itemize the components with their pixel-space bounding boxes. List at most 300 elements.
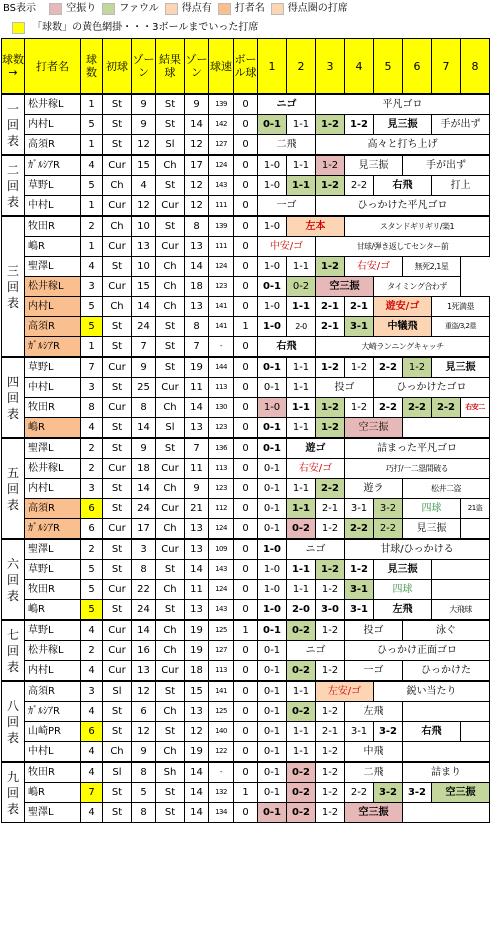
pitch-cell: 2-2 [432, 398, 461, 418]
ball-count: 0 [234, 661, 258, 682]
pitch-count: 5 [81, 317, 103, 337]
pitch-cell: ひっかけた [403, 661, 490, 682]
result-pitch: Ch [156, 257, 185, 277]
first-pitch: Cur [103, 661, 132, 682]
result-zone: 14 [185, 783, 209, 803]
table-row [2, 580, 490, 600]
first-zone: 22 [132, 580, 156, 600]
result-pitch: St [156, 176, 185, 196]
batter-name: 松井稼L [25, 459, 81, 479]
ball-count: 0 [234, 155, 258, 176]
first-pitch: St [103, 479, 132, 499]
pitch-speed: 127 [209, 135, 234, 156]
pitch-count: 3 [81, 378, 103, 398]
first-zone: 24 [132, 600, 156, 621]
pitch-cell: 0-1 [258, 418, 287, 439]
ball-count: 0 [234, 357, 258, 378]
pitch-count: 6 [81, 499, 103, 519]
pitch-cell: 1-2 [316, 803, 345, 823]
table-row [2, 803, 490, 823]
batter-name: 聖澤L [25, 539, 81, 560]
ball-count: 0 [234, 277, 258, 297]
result-pitch: Cur [156, 661, 185, 682]
pitch-cell: 一ゴ [345, 661, 403, 682]
pitch-cell: 1-0 [258, 155, 287, 176]
table-row [2, 722, 490, 742]
inning-label: 六回表 [2, 539, 25, 620]
first-pitch: St [103, 783, 132, 803]
batter-name: 牧田R [25, 216, 81, 237]
pitch-count: 4 [81, 702, 103, 722]
table-row [2, 479, 490, 499]
first-zone: 8 [132, 762, 156, 783]
pitch-cell: スタンドギリギリ/楽1 [345, 216, 490, 237]
pitch-cell: 2-1 [316, 499, 345, 519]
first-zone: 8 [132, 560, 156, 580]
result-pitch: St [156, 722, 185, 742]
pitch-cell: 3-2 [374, 499, 403, 519]
pitch-cell: 重盗/3,2塁 [432, 317, 490, 337]
result-zone: 17 [185, 155, 209, 176]
pitch-cell: ひっかけ正面ゴロ [345, 641, 490, 661]
result-zone: 11 [185, 378, 209, 398]
result-pitch: Ch [156, 620, 185, 641]
first-zone: 17 [132, 519, 156, 540]
ball-count: 1 [234, 620, 258, 641]
pitch-cell: 1-2 [403, 357, 432, 378]
pitch-cell: 左本 [287, 216, 345, 237]
pitch-cell: ニゴ [287, 641, 345, 661]
legend-swatch [49, 3, 62, 15]
batter-name: 高須R [25, 499, 81, 519]
result-pitch: St [156, 560, 185, 580]
ball-count: 0 [234, 499, 258, 519]
pitch-count: 1 [81, 337, 103, 358]
pitch-cell: ニゴ [287, 539, 345, 560]
pitch-speed: 134 [209, 803, 234, 823]
pitch-count: 7 [81, 357, 103, 378]
pitch-speed: 125 [209, 620, 234, 641]
result-zone: 7 [185, 337, 209, 358]
pitch-cell: 泳ぐ [403, 620, 490, 641]
batter-name: 牧田R [25, 398, 81, 418]
pitch-cell: 大崎ランニングキャッチ [316, 337, 490, 358]
pitch-cell: 1-2 [316, 560, 345, 580]
first-pitch: Ch [103, 742, 132, 763]
pitch-cell: 1-2 [316, 580, 345, 600]
pitch-cell: 1-2 [316, 257, 345, 277]
pitch-cell: 2-2 [345, 783, 374, 803]
pitch-cell: 左飛 [374, 600, 432, 621]
ball-count: 0 [234, 803, 258, 823]
pitch-count: 3 [81, 277, 103, 297]
pitch-speed: 125 [209, 702, 234, 722]
result-zone: 12 [185, 196, 209, 217]
result-zone: 9 [185, 479, 209, 499]
pitch-speed: 123 [209, 479, 234, 499]
first-zone: 24 [132, 499, 156, 519]
pitch-count: 8 [81, 398, 103, 418]
ball-count: 0 [234, 762, 258, 783]
first-zone: 15 [132, 155, 156, 176]
pitch-count: 2 [81, 216, 103, 237]
pitch-cell: 左飛 [345, 702, 403, 722]
first-pitch: St [103, 539, 132, 560]
table-row [2, 539, 490, 560]
first-pitch: St [103, 803, 132, 823]
inning-label: 八回表 [2, 681, 25, 762]
pitch-cell: 1-0 [258, 297, 287, 317]
legend-swatch [218, 3, 231, 15]
result-pitch: St [156, 337, 185, 358]
pitch-cell: 1-0 [258, 317, 287, 337]
first-pitch: Ch [103, 297, 132, 317]
pitch-cell: 1-2 [345, 398, 374, 418]
pitch-count: 3 [81, 479, 103, 499]
pitch-cell: 1-0 [258, 560, 287, 580]
yellow-swatch [12, 22, 25, 34]
first-pitch: Cur [103, 237, 132, 257]
pitch-speed: 111 [209, 237, 234, 257]
pitch-cell: 3-0 [316, 600, 345, 621]
pitch-count: 4 [81, 257, 103, 277]
table-row [2, 620, 490, 641]
first-pitch: St [103, 317, 132, 337]
pitch-cell: 1-1 [287, 499, 316, 519]
pitch-cell: 1-1 [287, 742, 316, 763]
pitch-count: 2 [81, 459, 103, 479]
pitch-speed: 141 [209, 317, 234, 337]
table-row [2, 560, 490, 580]
legend-label: 得点圏の打席 [287, 3, 348, 14]
pitch-cell: 1-2 [316, 762, 345, 783]
first-zone: 9 [132, 438, 156, 459]
pitch-cell: 大飛球 [432, 600, 490, 621]
pitch-cell: 投ゴ [316, 378, 374, 398]
batter-name: 松井稼L [25, 641, 81, 661]
pitch-cell: 松井二盗 [403, 479, 490, 499]
table-row [2, 135, 490, 156]
batter-name: ｶﾞﾙｼｱR [25, 702, 81, 722]
batter-name: 中村L [25, 742, 81, 763]
pitch-cell: 空三振 [316, 277, 374, 297]
pitch-cell: 1-2 [316, 155, 345, 176]
pitch-count: 4 [81, 155, 103, 176]
pitch-cell: 1-1 [287, 681, 316, 702]
table-row [2, 277, 490, 297]
result-zone: 8 [185, 216, 209, 237]
batter-name: 松井稼L [25, 94, 81, 115]
first-pitch: St [103, 135, 132, 156]
pitch-cell: 1-0 [258, 216, 287, 237]
result-zone: 19 [185, 641, 209, 661]
batter-name: 聖澤L [25, 803, 81, 823]
batter-name: 草野L [25, 176, 81, 196]
batter-name: 牧田R [25, 580, 81, 600]
header-cell: ゾーン [185, 39, 209, 95]
pitch-cell [461, 722, 490, 742]
batter-name: 草野L [25, 560, 81, 580]
pitch-cell: タイミング合わず [374, 277, 461, 297]
first-pitch: St [103, 702, 132, 722]
table-row [2, 257, 490, 277]
first-pitch: Sl [103, 681, 132, 702]
pitch-cell: ひっかけた平凡ゴロ [316, 196, 490, 217]
pitch-speed: - [209, 337, 234, 358]
first-pitch: Cur [103, 641, 132, 661]
header-cell: 初球 [103, 39, 132, 95]
pitch-cell: 0-1 [258, 641, 287, 661]
pitch-count: 4 [81, 742, 103, 763]
first-pitch: St [103, 378, 132, 398]
header-cell: 球数 [81, 39, 103, 95]
batter-name: 嶋R [25, 418, 81, 439]
legend-row-yellow [0, 21, 260, 35]
legend-swatch [102, 3, 115, 15]
batter-name: 内村L [25, 115, 81, 135]
legend [0, 0, 491, 38]
first-zone: 9 [132, 94, 156, 115]
first-pitch: St [103, 600, 132, 621]
pitch-cell: 3-1 [345, 722, 374, 742]
first-zone: 9 [132, 115, 156, 135]
pitch-cell: 2-2 [316, 479, 345, 499]
pitch-cell: 1-2 [316, 620, 345, 641]
ball-count: 0 [234, 94, 258, 115]
ball-count: 0 [234, 418, 258, 439]
pitch-cell [432, 580, 490, 600]
first-pitch: St [103, 722, 132, 742]
header-cell: ボール球 [234, 39, 258, 95]
pitch-cell: 1-2 [316, 176, 345, 196]
pitch-speed: 124 [209, 257, 234, 277]
pitch-speed: 142 [209, 115, 234, 135]
ball-count: 0 [234, 479, 258, 499]
first-pitch: St [103, 560, 132, 580]
pitch-cell: 平凡ゴロ [316, 94, 490, 115]
pitch-cell: 高々と打ち上げ [316, 135, 490, 156]
first-zone: 14 [132, 418, 156, 439]
pitch-cell: 中飛 [345, 742, 403, 763]
pitch-cell: 3-1 [345, 580, 374, 600]
result-zone: 12 [185, 176, 209, 196]
batter-name: 山崎PR [25, 722, 81, 742]
result-zone: 14 [185, 115, 209, 135]
pitch-cell: 一ゴ [258, 196, 316, 217]
batter-name: 聖澤L [25, 438, 81, 459]
ball-count: 0 [234, 681, 258, 702]
result-pitch: Ch [156, 519, 185, 540]
result-pitch: St [156, 681, 185, 702]
pitch-cell: 右飛 [403, 722, 461, 742]
table-row [2, 600, 490, 621]
legend-label: 打者名 [234, 3, 265, 14]
pitch-cell: 中犠飛 [374, 317, 432, 337]
first-pitch: Cur [103, 519, 132, 540]
first-zone: 3 [132, 539, 156, 560]
result-pitch: Ch [156, 398, 185, 418]
result-zone: 18 [185, 277, 209, 297]
pitch-count: 6 [81, 722, 103, 742]
header-cell: ゾーン [132, 39, 156, 95]
pitch-speed: 140 [209, 722, 234, 742]
pitch-cell: 0-1 [258, 661, 287, 682]
pitch-cell: 0-1 [258, 620, 287, 641]
result-zone: 18 [185, 661, 209, 682]
pitch-cell: 0-1 [258, 803, 287, 823]
pitch-cell: 1-2 [316, 418, 345, 439]
pitch-cell: 1-1 [287, 297, 316, 317]
ball-count: 0 [234, 115, 258, 135]
pitch-count: 7 [81, 783, 103, 803]
pitch-cell: 1-1 [287, 418, 316, 439]
result-pitch: St [156, 216, 185, 237]
pitch-speed: 141 [209, 297, 234, 317]
result-pitch: Cur [156, 378, 185, 398]
pitch-cell: 2-2 [374, 357, 403, 378]
batter-name: 嶋R [25, 783, 81, 803]
pitch-count: 4 [81, 803, 103, 823]
pitch-cell: 1-0 [258, 398, 287, 418]
first-zone: 10 [132, 257, 156, 277]
pitch-speed: 139 [209, 94, 234, 115]
header-cell: 2 [287, 39, 316, 95]
legend-label: 得点有 [181, 3, 212, 14]
first-zone: 14 [132, 479, 156, 499]
pitch-cell: 1死満塁 [432, 297, 490, 317]
inning-label: 四回表 [2, 357, 25, 438]
first-zone: 12 [132, 722, 156, 742]
result-pitch: Sh [156, 762, 185, 783]
result-zone: 13 [185, 702, 209, 722]
pitch-cell: 1-1 [287, 357, 316, 378]
pitch-cell: 投ゴ [345, 620, 403, 641]
pitch-cell: 中安/ゴ [258, 237, 316, 257]
pitch-cell: 打上 [432, 176, 490, 196]
pitch-cell: 1-0 [258, 580, 287, 600]
first-zone: 12 [132, 196, 156, 217]
first-pitch: Sl [103, 762, 132, 783]
ball-count: 0 [234, 560, 258, 580]
pitch-speed: 141 [209, 681, 234, 702]
result-zone: 13 [185, 237, 209, 257]
result-pitch: Ch [156, 702, 185, 722]
header-cell: 結果球 [156, 39, 185, 95]
table-row [2, 196, 490, 217]
inning-label: 七回表 [2, 620, 25, 681]
header-cell: 球数→ [2, 39, 25, 95]
result-pitch: Ch [156, 277, 185, 297]
pitch-cell: 右安/ゴ [287, 459, 345, 479]
ball-count: 0 [234, 641, 258, 661]
inning-label: 五回表 [2, 438, 25, 539]
ball-count: 0 [234, 216, 258, 237]
pitch-cell: 1-1 [287, 176, 316, 196]
table-row [2, 115, 490, 135]
result-pitch: Sl [156, 135, 185, 156]
pitch-cell: 空三振 [345, 418, 403, 439]
pitch-cell: 巧打/一二塁間破る [345, 459, 490, 479]
ball-count: 1 [234, 317, 258, 337]
batter-name: 内村L [25, 479, 81, 499]
pitch-cell: 0-2 [287, 803, 316, 823]
inning-label: 二回表 [2, 155, 25, 216]
pitch-cell: 0-1 [258, 519, 287, 540]
ball-count: 0 [234, 337, 258, 358]
pitch-cell: 3-1 [345, 317, 374, 337]
table-row [2, 641, 490, 661]
result-zone: 21 [185, 499, 209, 519]
first-zone: 7 [132, 337, 156, 358]
result-zone: 14 [185, 560, 209, 580]
result-zone: 19 [185, 357, 209, 378]
batter-name: 嶋R [25, 600, 81, 621]
pitch-cell: 1-0 [258, 257, 287, 277]
pitch-cell: 1-1 [287, 257, 316, 277]
first-zone: 8 [132, 398, 156, 418]
pitch-count: 5 [81, 176, 103, 196]
result-zone: 13 [185, 519, 209, 540]
table-row [2, 681, 490, 702]
pitch-cell: 0-2 [287, 620, 316, 641]
table-row [2, 317, 490, 337]
result-pitch: Ch [156, 479, 185, 499]
pitch-cell [403, 418, 490, 439]
result-zone: 14 [185, 257, 209, 277]
pitch-cell: 右安二 [461, 398, 490, 418]
first-zone: 16 [132, 641, 156, 661]
pitch-cell: 21盗 [461, 499, 490, 519]
pitch-count: 5 [81, 297, 103, 317]
result-pitch: St [156, 803, 185, 823]
pitch-cell [403, 702, 490, 722]
pitch-cell: 遊ラ [345, 479, 403, 499]
pitch-speed: 139 [209, 216, 234, 237]
first-zone: 5 [132, 783, 156, 803]
ball-count: 0 [234, 237, 258, 257]
pitch-count: 3 [81, 681, 103, 702]
pitch-cell: 1-2 [345, 560, 374, 580]
pitch-cell: 2-2 [345, 519, 374, 540]
pitch-cell: 3-1 [345, 600, 374, 621]
header-cell: 打者名 [25, 39, 81, 95]
first-zone: 14 [132, 620, 156, 641]
first-pitch: Cur [103, 459, 132, 479]
result-pitch: St [156, 783, 185, 803]
pitch-count: 5 [81, 560, 103, 580]
first-pitch: Cur [103, 580, 132, 600]
legend-title: BS表示 [3, 3, 37, 14]
ball-count: 1 [234, 783, 258, 803]
ball-count: 0 [234, 438, 258, 459]
pitch-speed: 112 [209, 499, 234, 519]
result-pitch: St [156, 115, 185, 135]
pitch-count: 5 [81, 600, 103, 621]
first-zone: 10 [132, 216, 156, 237]
ball-count: 0 [234, 519, 258, 540]
pitch-cell: 甘球/ひっかける [345, 539, 490, 560]
result-zone: 14 [185, 398, 209, 418]
ball-count: 0 [234, 297, 258, 317]
pitch-cell: 0-1 [258, 783, 287, 803]
inning-label: 三回表 [2, 216, 25, 357]
result-pitch: Sl [156, 418, 185, 439]
pitch-cell: 1-0 [258, 600, 287, 621]
pitch-speed: 127 [209, 641, 234, 661]
batter-name: 中村L [25, 196, 81, 217]
pitch-count: 1 [81, 135, 103, 156]
first-pitch: Cur [103, 277, 132, 297]
